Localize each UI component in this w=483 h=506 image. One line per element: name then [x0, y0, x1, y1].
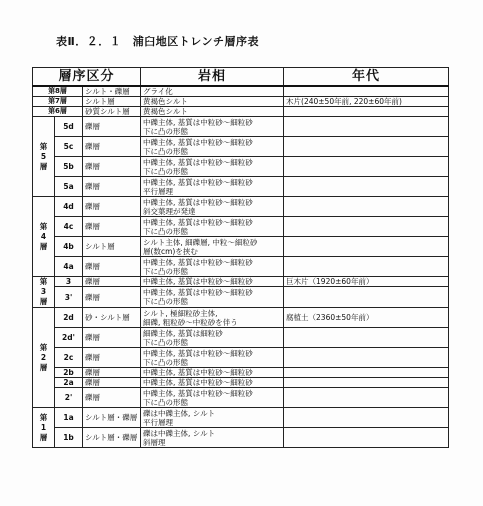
stratigraphy-table [32, 67, 449, 448]
description-cell [141, 217, 284, 237]
description-line: シルト, 極細粒砂主体, [143, 308, 218, 318]
description-line: 中礫主体, 基質は中粒砂～細粒砂 [143, 117, 253, 127]
lithology-cell: 砂質シルト層 [83, 107, 141, 117]
table-row [33, 107, 449, 117]
description-line: 斜交葉理が発達 [143, 206, 196, 216]
description-line: 中礫主体, 基質は中粒砂～細粒砂 [143, 137, 253, 147]
lithology-cell: シルト層 [83, 237, 141, 257]
description-line: 中礫主体, 基質は中粒砂～細粒砂 [143, 197, 253, 207]
description-cell [141, 328, 284, 348]
lithology-cell: シルト層・礫層 [83, 428, 141, 448]
description-line: 下に凸の形態 [143, 297, 189, 307]
sublayer-label: 2d [55, 308, 83, 328]
sublayer-label: 2b [55, 368, 83, 378]
age-cell [284, 368, 449, 378]
sublayer-label: 3' [55, 287, 83, 308]
age-cell: 巨木片（1920±60年前） [284, 277, 449, 287]
description-line: 下に凸の形態 [143, 357, 189, 367]
description-cell [141, 287, 284, 308]
age-cell [284, 428, 449, 448]
lithology-cell: 礫層 [83, 157, 141, 177]
description-line: 細礫, 粗粒砂～中粒砂を伴う [143, 317, 238, 327]
description-line: 中礫主体, 基質は中粒砂～細粒砂 [143, 288, 253, 298]
table-row [33, 117, 449, 137]
age-cell [284, 237, 449, 257]
description-line: 礫は中礫主体, シルト [143, 428, 216, 438]
table-row [33, 86, 449, 97]
table-row [33, 368, 449, 378]
table-row [33, 348, 449, 368]
description-cell [141, 117, 284, 137]
age-cell [284, 348, 449, 368]
description-cell: グライ化 [141, 86, 284, 97]
lithology-cell: 礫層 [83, 277, 141, 287]
sublayer-label: 3 [55, 277, 83, 287]
table-row [33, 217, 449, 237]
description-line: 中礫主体, 基質は中粒砂～細粒砂 [143, 277, 253, 287]
description-line: 下に凸の形態 [143, 397, 189, 407]
lithology-cell: 礫層 [83, 137, 141, 157]
table-row [33, 257, 449, 277]
header-age: 年代 [284, 68, 449, 87]
age-cell [284, 197, 449, 217]
table-title: 表Ⅱ．２．１ 浦臼地区トレンチ層序表 [56, 35, 259, 48]
lithology-cell: シルト層 [83, 97, 141, 107]
sublayer-label: 2' [55, 388, 83, 408]
description-cell [141, 177, 284, 197]
age-cell [284, 86, 449, 97]
sublayer-label: 4b [55, 237, 83, 257]
description-line: 下に凸の形態 [143, 126, 189, 136]
description-line: 礫は中礫主体, シルト [143, 408, 216, 418]
header-lithology: 岩相 [141, 68, 284, 87]
table-row [33, 197, 449, 217]
table-row [33, 428, 449, 448]
age-cell [284, 378, 449, 388]
table-row [33, 97, 449, 107]
age-cell [284, 257, 449, 277]
lithology-cell: 礫層 [83, 177, 141, 197]
age-cell: 腐植土（2360±50年前） [284, 308, 449, 328]
description-cell [141, 137, 284, 157]
description-cell [141, 257, 284, 277]
description-line: 中礫主体, 基質は中粒砂～細粒砂 [143, 257, 253, 267]
description-line: 下に凸の形態 [143, 266, 189, 276]
description-cell [141, 197, 284, 217]
description-line: 下に凸の形態 [143, 226, 189, 236]
lithology-cell: 礫層 [83, 378, 141, 388]
description-line: 中礫主体, 基質は中粒砂～細粒砂 [143, 388, 253, 398]
lithology-cell: シルト層・礫層 [83, 408, 141, 428]
description-line: 斜層理 [143, 437, 166, 447]
sublayer-label: 4d [55, 197, 83, 217]
description-line: シルト主体, 細礫層, 中粒～細粒砂 [143, 237, 258, 247]
sublayer-label: 4a [55, 257, 83, 277]
description-cell [141, 348, 284, 368]
description-line: 中礫主体, 基質は中粒砂～細粒砂 [143, 217, 253, 227]
description-cell [141, 308, 284, 328]
group-label: 第 1 層 [33, 408, 55, 448]
description-line: 層(数cm)を挟む [143, 246, 198, 256]
layer-label: 第6層 [33, 107, 83, 117]
age-cell [284, 137, 449, 157]
description-cell [141, 277, 284, 287]
age-cell [284, 287, 449, 308]
description-line: 中礫主体, 基質は中粒砂～細粒砂 [143, 177, 253, 187]
group-label: 第 2 層 [33, 308, 55, 408]
lithology-cell: 礫層 [83, 368, 141, 378]
age-cell [284, 107, 449, 117]
sublayer-label: 1b [55, 428, 83, 448]
table-row [33, 237, 449, 257]
description-line: 下に凸の形態 [143, 166, 189, 176]
lithology-cell: 礫層 [83, 287, 141, 308]
group-label: 第 5 層 [33, 117, 55, 197]
sublayer-label: 2d' [55, 328, 83, 348]
layer-label: 第8層 [33, 86, 83, 97]
header-row [33, 68, 449, 87]
lithology-cell: 礫層 [83, 348, 141, 368]
description-cell [141, 157, 284, 177]
age-cell: 木片(240±50年前, 220±60年前) [284, 97, 449, 107]
lithology-cell: 礫層 [83, 197, 141, 217]
sublayer-label: 5d [55, 117, 83, 137]
table-row [33, 137, 449, 157]
sublayer-label: 5c [55, 137, 83, 157]
description-cell: 黄褐色シルト [141, 107, 284, 117]
age-cell [284, 157, 449, 177]
table-row [33, 378, 449, 388]
description-cell [141, 378, 284, 388]
description-cell [141, 368, 284, 378]
age-cell [284, 328, 449, 348]
description-line: 中礫主体, 基質は中粒砂～細粒砂 [143, 348, 253, 358]
table-row [33, 308, 449, 328]
description-cell [141, 237, 284, 257]
sublayer-label: 4c [55, 217, 83, 237]
sublayer-label: 5b [55, 157, 83, 177]
description-line: 下に凸の形態 [143, 337, 189, 347]
lithology-cell: 砂・シルト層 [83, 308, 141, 328]
group-label: 第 4 層 [33, 197, 55, 277]
sublayer-label: 2c [55, 348, 83, 368]
sublayer-label: 5a [55, 177, 83, 197]
description-cell [141, 388, 284, 408]
group-label: 第 3 層 [33, 277, 55, 308]
description-line: 中礫主体, 基質は中粒砂～細粒砂 [143, 378, 253, 387]
description-line: 下に凸の形態 [143, 146, 189, 156]
table-row [33, 277, 449, 287]
lithology-cell: 礫層 [83, 388, 141, 408]
table-row [33, 157, 449, 177]
table-row [33, 388, 449, 408]
age-cell [284, 217, 449, 237]
description-line: 平行層理 [143, 417, 174, 427]
description-cell: 黄褐色シルト [141, 97, 284, 107]
description-line: 中礫主体, 基質は中粒砂～細粒砂 [143, 368, 253, 377]
table-row [33, 287, 449, 308]
table-row [33, 177, 449, 197]
sublayer-label: 2a [55, 378, 83, 388]
layer-label: 第7層 [33, 97, 83, 107]
lithology-cell: シルト・礫層 [83, 86, 141, 97]
age-cell [284, 408, 449, 428]
description-cell [141, 408, 284, 428]
table-row [33, 408, 449, 428]
description-line: 細礫主体, 基質は細粒砂 [143, 328, 223, 338]
description-line: 中礫主体, 基質は中粒砂～細粒砂 [143, 157, 253, 167]
age-cell [284, 117, 449, 137]
header-strata: 層序区分 [33, 68, 141, 87]
lithology-cell: 礫層 [83, 328, 141, 348]
age-cell [284, 177, 449, 197]
description-line: 平行層理 [143, 186, 174, 196]
description-cell [141, 428, 284, 448]
lithology-cell: 礫層 [83, 117, 141, 137]
table-row [33, 328, 449, 348]
age-cell [284, 388, 449, 408]
lithology-cell: 礫層 [83, 257, 141, 277]
lithology-cell: 礫層 [83, 217, 141, 237]
sublayer-label: 1a [55, 408, 83, 428]
